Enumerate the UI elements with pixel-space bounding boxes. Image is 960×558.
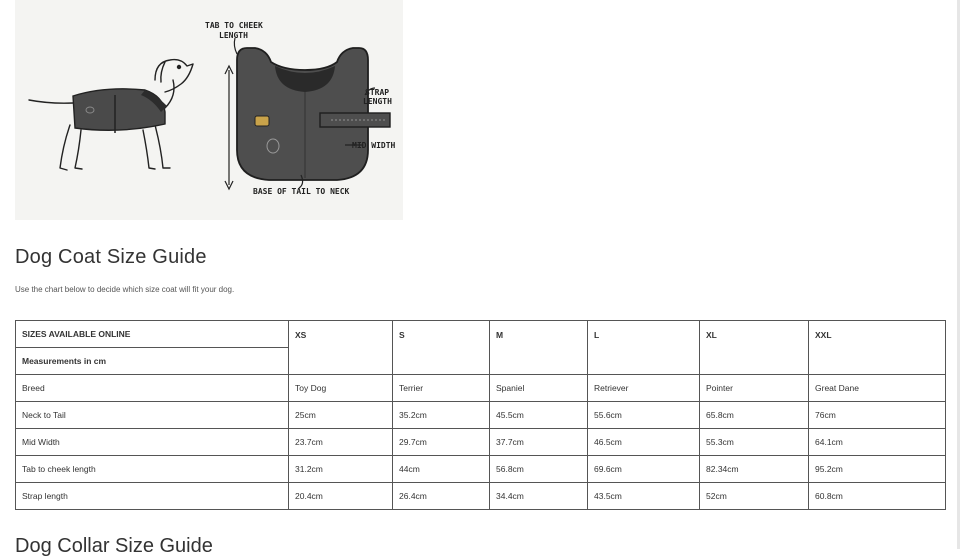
table-cell: 45.5cm [490, 402, 588, 429]
row-label: Neck to Tail [16, 402, 289, 429]
table-header-row [16, 321, 946, 348]
table-cell: Pointer [700, 375, 809, 402]
coat-diagram-svg [15, 0, 403, 220]
table-row [16, 375, 946, 402]
table-cell: 23.7cm [289, 429, 393, 456]
label-tab-to-cheek-line2: LENGTH [219, 31, 248, 40]
flat-coat-drawing [237, 48, 390, 180]
table-cell: 95.2cm [809, 456, 946, 483]
table-cell: 55.3cm [700, 429, 809, 456]
row-label: Strap length [16, 483, 289, 510]
table-cell: Terrier [393, 375, 490, 402]
table-cell: 46.5cm [588, 429, 700, 456]
table-row [16, 402, 946, 429]
table-cell: 44cm [393, 456, 490, 483]
size-m: M [490, 321, 588, 375]
table-cell: Toy Dog [289, 375, 393, 402]
label-mid-width: MID WIDTH [352, 141, 396, 150]
table-cell: 52cm [700, 483, 809, 510]
table-cell: Retriever [588, 375, 700, 402]
label-strap-line1: STRAP [365, 88, 390, 97]
table-cell: 65.8cm [700, 402, 809, 429]
label-base-of-tail: BASE OF TAIL TO NECK [253, 187, 350, 196]
table-cell: Spaniel [490, 375, 588, 402]
size-xl: XL [700, 321, 809, 375]
label-strap-line2: LENGTH [363, 97, 392, 106]
units-label: Measurements in cm [16, 348, 289, 375]
row-label: Mid Width [16, 429, 289, 456]
table-cell: 43.5cm [588, 483, 700, 510]
table-cell: 76cm [809, 402, 946, 429]
table-cell: 55.6cm [588, 402, 700, 429]
table-cell: 60.8cm [809, 483, 946, 510]
table-cell: 64.1cm [809, 429, 946, 456]
coat-measurement-illustration [15, 0, 403, 220]
table-row [16, 429, 946, 456]
row-label: Tab to cheek length [16, 456, 289, 483]
table-cell: 20.4cm [289, 483, 393, 510]
table-cell: 35.2cm [393, 402, 490, 429]
table-row [16, 483, 946, 510]
table-cell: Great Dane [809, 375, 946, 402]
table-cell: 26.4cm [393, 483, 490, 510]
table-cell: 37.7cm [490, 429, 588, 456]
table-row [16, 456, 946, 483]
table-cell: 69.6cm [588, 456, 700, 483]
row-label: Breed [16, 375, 289, 402]
table-cell: 31.2cm [289, 456, 393, 483]
size-s: S [393, 321, 490, 375]
dog-coat-drawing [73, 89, 167, 133]
intro-text: Use the chart below to decide which size coat will fit your dog. [15, 285, 235, 294]
size-xxl: XXL [809, 321, 946, 375]
label-tab-to-cheek-line1: TAB TO CHEEK [205, 21, 263, 30]
size-l: L [588, 321, 700, 375]
table-cell: 56.8cm [490, 456, 588, 483]
table-cell: 34.4cm [490, 483, 588, 510]
table-cell: 29.7cm [393, 429, 490, 456]
next-section-title: Dog Collar Size Guide [15, 535, 213, 557]
coat-size-table [15, 320, 946, 510]
size-xs: XS [289, 321, 393, 375]
table-cell: 25cm [289, 402, 393, 429]
table-cell: 82.34cm [700, 456, 809, 483]
sizes-available-label: SIZES AVAILABLE ONLINE [16, 321, 289, 348]
page-title: Dog Coat Size Guide [15, 246, 207, 268]
